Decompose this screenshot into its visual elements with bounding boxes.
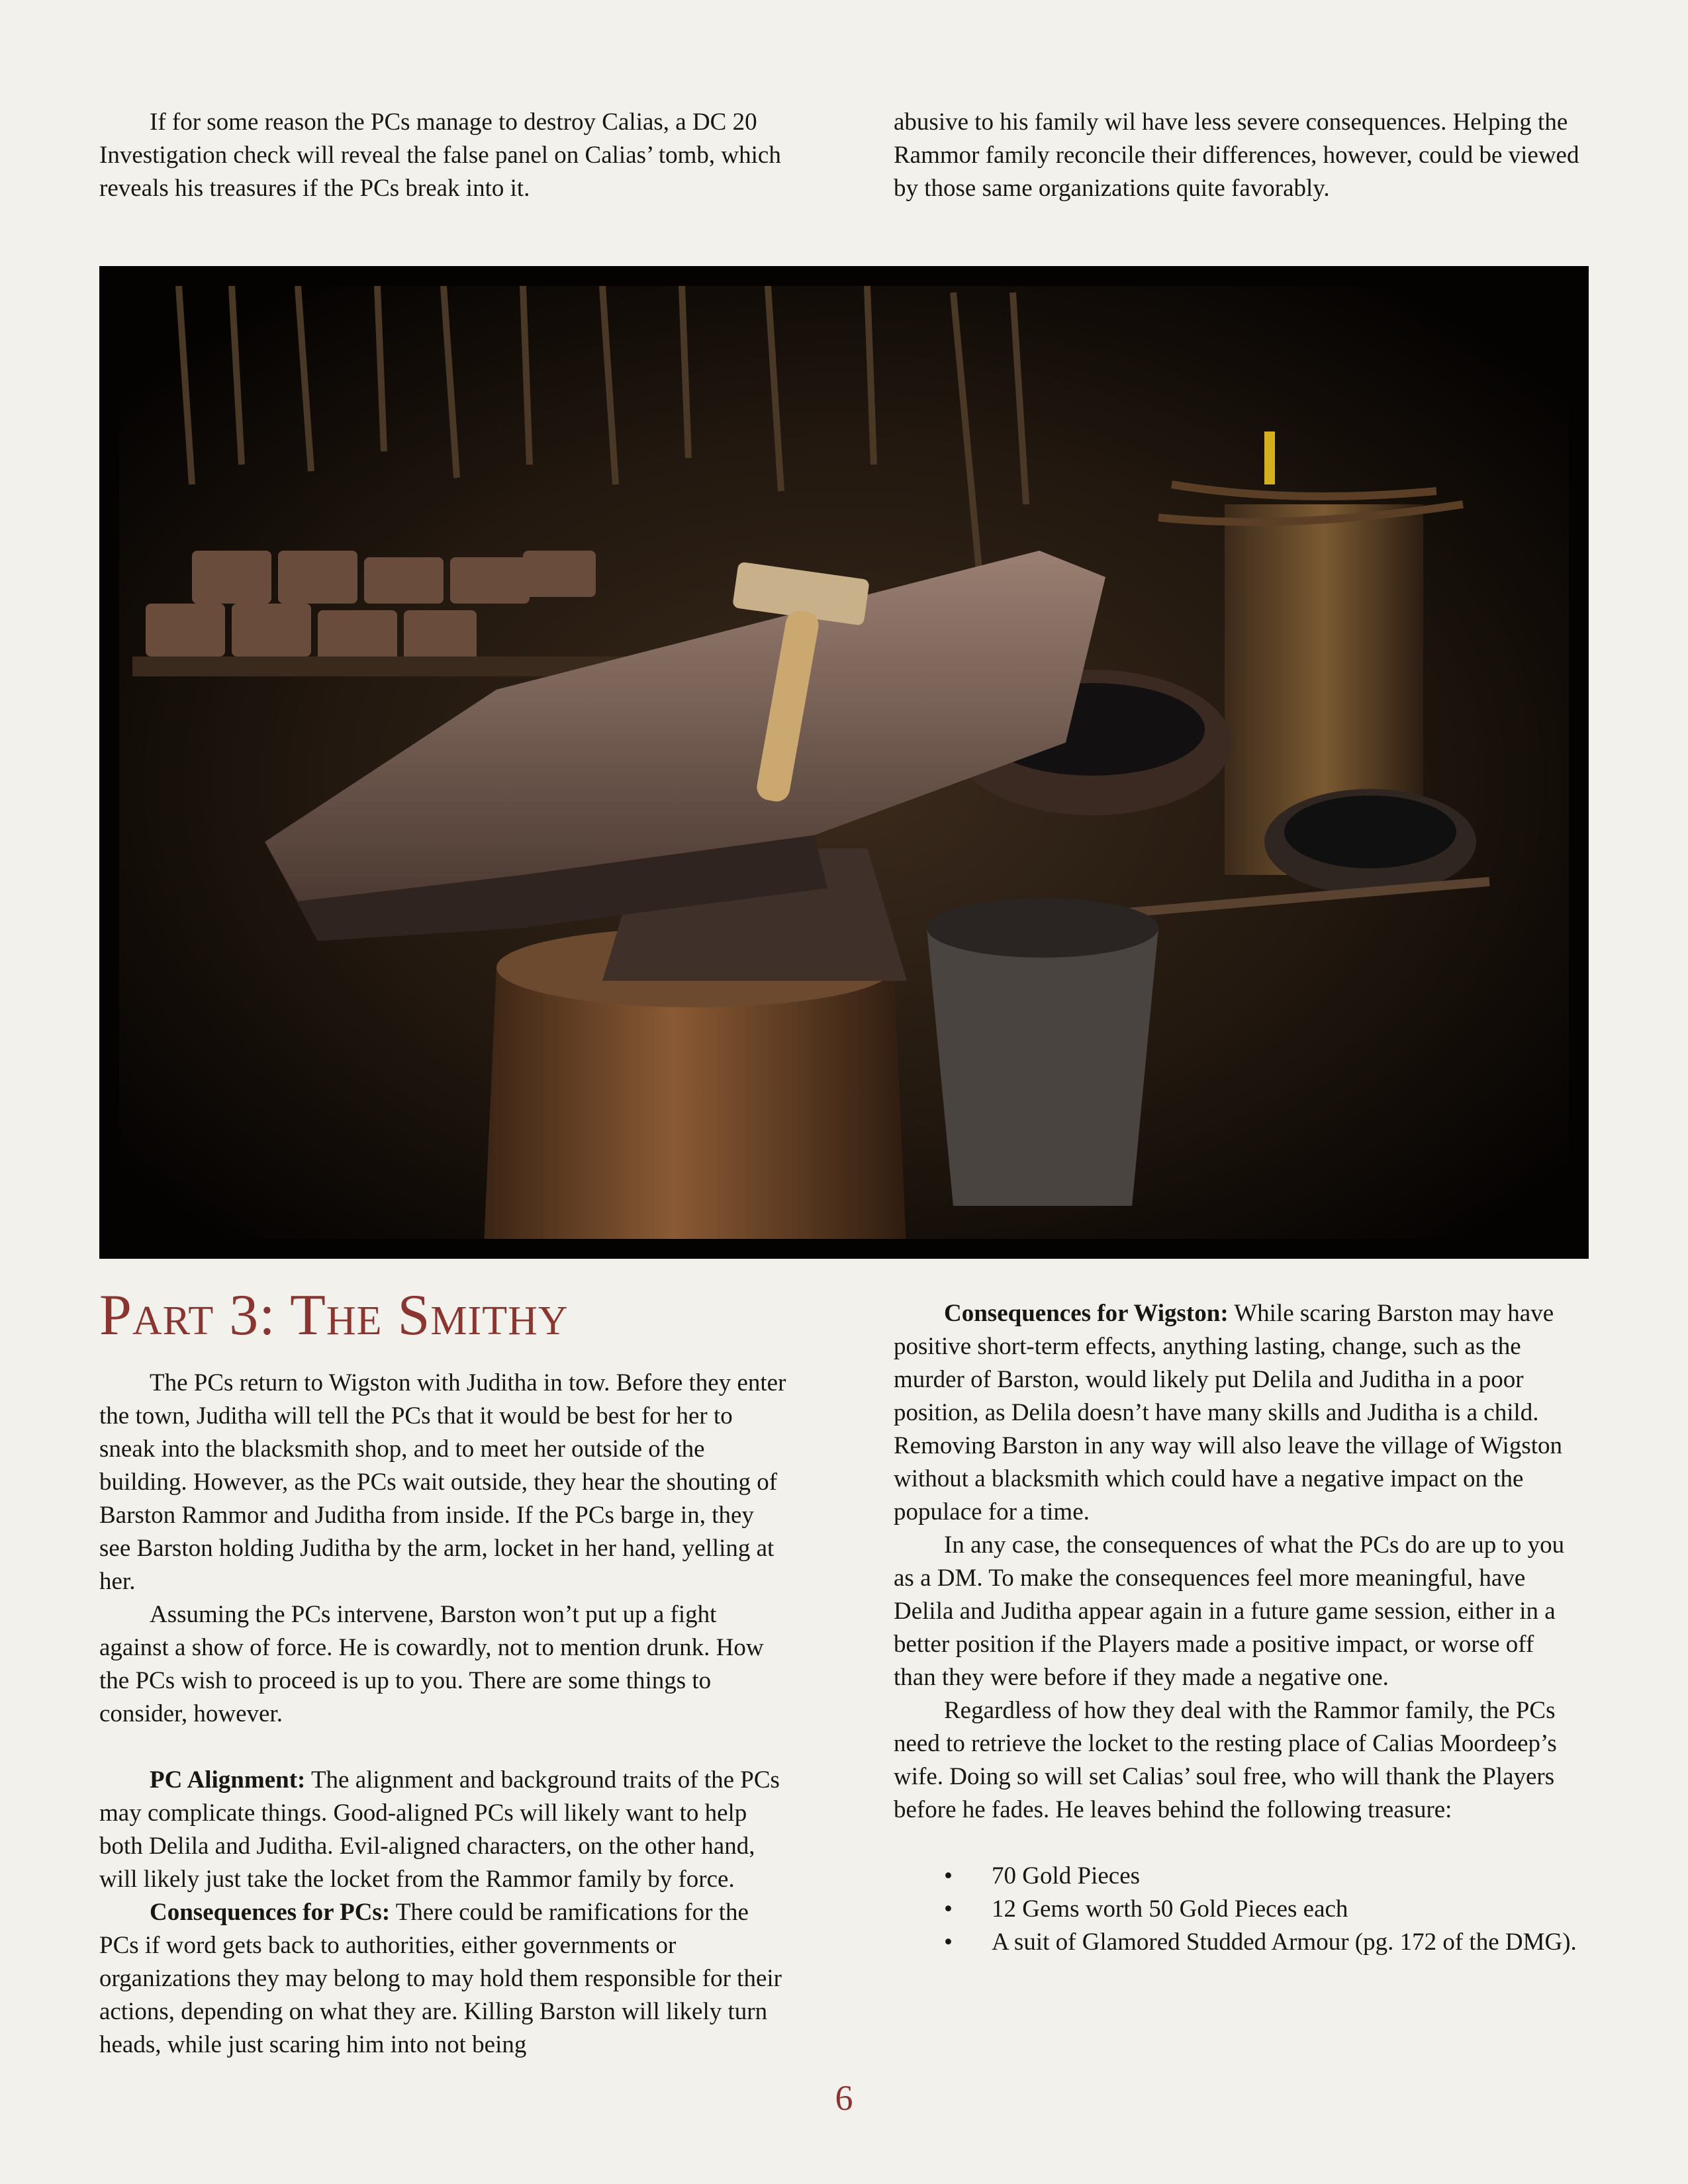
paragraph-dm-consequences: In any case, the consequences of what the PCs do are up to you as a DM. To make the consequences feel more meaningful, have Delila and Juditha appear again in a future game session, either in a better position if the Players made a positive impact, or worse off than they were before if they made a negative one. bbox=[894, 1531, 1565, 1691]
top-left-column bbox=[99, 106, 788, 205]
bullet: • bbox=[944, 1862, 953, 1889]
paragraph-retrieve-locket: Regardless of how they deal with the Rammor family, the PCs need to retrieve the locket to the resting place of Calias Moordeep’s wife. Doing so will set Calias’ soul free, who will thank the Players before he fades. He leaves behind the following treasure: bbox=[894, 1697, 1557, 1823]
paragraph-gap bbox=[99, 1731, 788, 1764]
metal-bucket bbox=[927, 928, 1158, 1206]
right-column bbox=[894, 1297, 1582, 1959]
anvil-scene bbox=[99, 266, 1589, 1259]
treasure-list bbox=[894, 1860, 1582, 1959]
label-pc-alignment: PC Alignment: bbox=[150, 1766, 306, 1794]
tree-stump bbox=[483, 968, 907, 1259]
treasure-armour: A suit of Glamored Studded Armour (pg. 172 of the DMG). bbox=[992, 1929, 1577, 1956]
text-consequences-wigston: While scaring Barston may have positive short-term effects, anything lasting, change, such as the murder of Barston, would likely put Delila and Juditha in a poor position, as Delila doesn’t have many skills and Juditha is a child. Removing Barston in any way will also leave the village of Wigston without a blacksmith which could have a negative impact on the populace for a time. bbox=[894, 1300, 1563, 1525]
page-number: 6 bbox=[835, 2078, 853, 2118]
treasure-gems: 12 Gems worth 50 Gold Pieces each bbox=[992, 1895, 1348, 1923]
smithy-anvil-illustration bbox=[99, 266, 1589, 1259]
paragraph-gap bbox=[894, 1827, 1582, 1860]
paragraph-consequences-wigston bbox=[894, 1297, 1582, 1529]
left-column bbox=[99, 1367, 788, 2062]
paragraph-return-to-wigston: The PCs return to Wigston with Juditha in tow. Before they enter the town, Juditha will tell the PCs that it would be best for her to sneak into the blacksmith shop, and to meet her outside of the building. However, as the PCs wait outside, they hear the shouting of Barston Rammor and Juditha from inside. If the PCs barge in, they see Barston holding Juditha by the arm, locket in her hand, yelling at her. bbox=[99, 1369, 786, 1595]
paragraph-consequences-pcs bbox=[99, 1896, 788, 2062]
label-consequences-pcs: Consequences for PCs: bbox=[150, 1899, 391, 1926]
list-item bbox=[894, 1860, 1582, 1893]
paragraph-destroy-calias: If for some reason the PCs manage to destroy Calias, a DC 20 Investigation check will reveal the false panel on Calias’ tomb, which reveals his treasures if the PCs break into it. bbox=[99, 109, 781, 202]
list-item bbox=[894, 1926, 1582, 1959]
bullet: • bbox=[944, 1895, 953, 1923]
list-item bbox=[894, 1893, 1582, 1926]
paragraph-abusive-consequences: abusive to his family wil have less severe consequences. Helping the Rammor family reconcile their differences, however, could be viewed by those same organizations quite favorably. bbox=[894, 109, 1579, 202]
bullet: • bbox=[944, 1929, 953, 1956]
yellow-tool-handle bbox=[1264, 432, 1275, 484]
top-right-column bbox=[894, 106, 1582, 205]
label-consequences-wigston: Consequences for Wigston: bbox=[944, 1300, 1229, 1327]
section-heading: Part 3: The Smithy bbox=[99, 1283, 569, 1347]
text-pc-alignment: The alignment and background traits of the PCs may complicate things. Good-aligned PCs will likely want to help both Delila and Juditha. Evil-aligned characters, on the other hand, will likely just take the locket from the Rammor family by force. bbox=[99, 1766, 780, 1893]
paragraph-pcs-intervene: Assuming the PCs intervene, Barston won’t put up a fight against a show of force. He is cowardly, not to mention drunk. How the PCs wish to proceed is up to you. There are some things to consider, however. bbox=[99, 1601, 764, 1727]
text-consequences-pcs: There could be ramifications for the PCs if word gets back to authorities, either governments or organizations they may belong to may hold them responsible for their actions, depending on what they are. Killing Barston will likely turn heads, while just scaring him into not being bbox=[99, 1899, 782, 2058]
treasure-gold: 70 Gold Pieces bbox=[992, 1862, 1141, 1889]
paragraph-pc-alignment bbox=[99, 1764, 788, 1896]
